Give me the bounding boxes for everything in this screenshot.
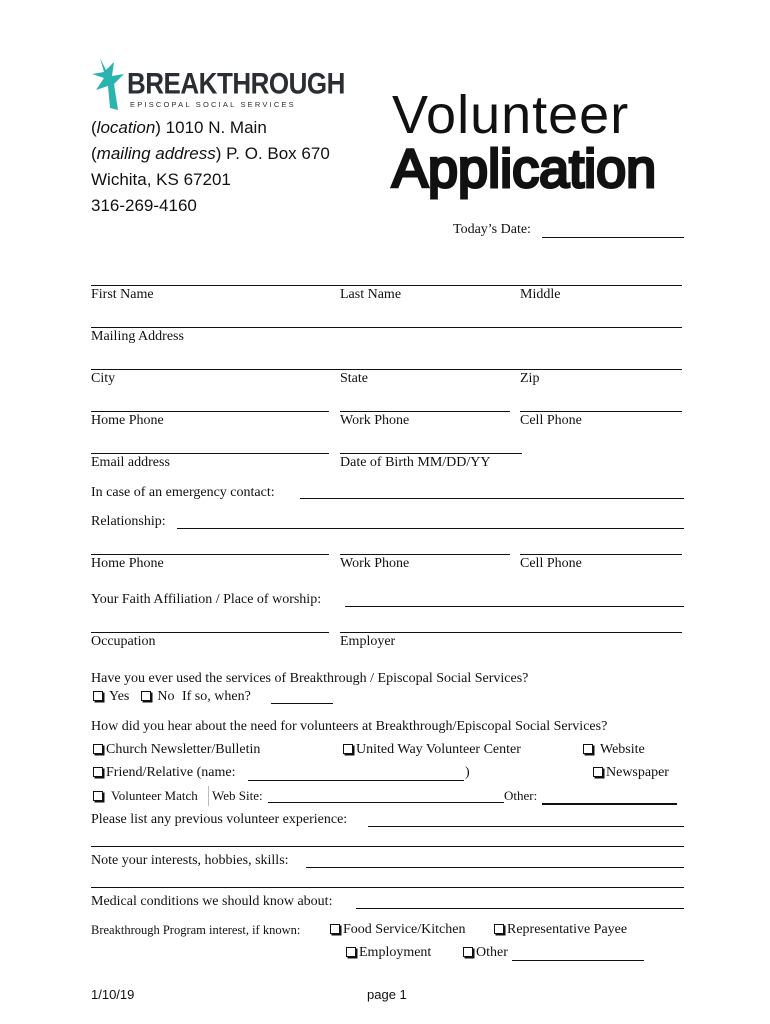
yes-checkbox[interactable]	[93, 691, 103, 701]
zip-label: Zip	[520, 371, 540, 386]
employer-label: Employer	[340, 634, 396, 649]
address-phone: 316-269-4160	[91, 196, 197, 215]
friend-close-paren: )	[465, 765, 470, 780]
faith-label: Your Faith Affiliation / Place of worship:	[91, 592, 322, 607]
no-checkbox[interactable]	[141, 691, 151, 701]
title-volunteer: Volunteer	[392, 85, 630, 145]
mailing-tag: mailing address	[96, 144, 216, 163]
emergency-work-phone-field[interactable]	[340, 554, 510, 555]
interests-field-2[interactable]	[91, 887, 684, 888]
yes-label: Yes	[108, 689, 130, 704]
logo-subtitle: EPISCOPAL SOCIAL SERVICES	[130, 100, 296, 109]
relationship-label: Relationship:	[91, 514, 166, 529]
medical-label: Medical conditions we should know about:	[91, 894, 333, 909]
emergency-work-phone-label: Work Phone	[340, 556, 410, 571]
other-source-field[interactable]	[542, 803, 677, 805]
united-way-option	[343, 742, 521, 758]
church-checkbox[interactable]	[93, 744, 103, 754]
hear-question: How did you hear about the need for volunteers at Breakthrough/Episcopal Social Services?	[91, 719, 608, 734]
address-block	[91, 115, 330, 219]
email-field[interactable]	[91, 453, 329, 454]
emergency-contact-field[interactable]	[300, 498, 684, 499]
friend-checkbox[interactable]	[93, 767, 103, 777]
address-location-line: (location) 1010 N. Main	[91, 118, 267, 137]
dob-label: Date of Birth MM/DD/YY	[340, 455, 491, 470]
united-way-checkbox[interactable]	[343, 744, 353, 754]
occupation-label: Occupation	[91, 634, 156, 649]
medical-field[interactable]	[356, 908, 684, 909]
logo-name: BREAKTHROUGH	[127, 66, 345, 101]
volunteer-match-label: Volunteer Match	[111, 788, 198, 803]
emergency-cell-phone-field[interactable]	[520, 554, 682, 555]
other-program-label: Other	[476, 945, 508, 960]
if-so-label: If so, when?	[181, 689, 251, 704]
faith-field[interactable]	[345, 606, 684, 607]
footer-date: 1/10/19	[91, 987, 135, 1002]
rep-payee-option	[494, 922, 627, 938]
food-service-checkbox[interactable]	[330, 924, 340, 934]
website-label: Website	[600, 742, 645, 757]
occupation-field[interactable]	[91, 632, 329, 633]
employer-field[interactable]	[340, 632, 682, 633]
previous-experience-label: Please list any previous volunteer experience:	[91, 812, 348, 827]
email-label: Email address	[91, 455, 170, 470]
emergency-home-phone-field[interactable]	[91, 554, 329, 555]
interests-field-1[interactable]	[306, 867, 684, 868]
location-tag: location	[96, 118, 156, 137]
employment-option	[346, 945, 431, 961]
dob-field[interactable]	[340, 453, 522, 454]
friend-option	[93, 765, 235, 781]
footer-page: page 1	[367, 987, 407, 1002]
website-option	[583, 742, 645, 758]
employment-checkbox[interactable]	[346, 947, 356, 957]
emergency-cell-phone-label: Cell Phone	[520, 556, 582, 571]
work-phone-label: Work Phone	[340, 413, 410, 428]
church-label: Church Newsletter/Bulletin	[106, 742, 261, 757]
friend-name-field[interactable]	[248, 780, 464, 781]
previous-experience-field-2[interactable]	[91, 846, 684, 847]
address-city: Wichita, KS 67201	[91, 170, 231, 189]
no-label: No	[157, 689, 175, 704]
food-service-label: Food Service/Kitchen	[343, 922, 466, 937]
address-mailing-line: (mailing address) P. O. Box 670	[91, 144, 330, 163]
other-label: Other:	[504, 788, 538, 803]
divider	[208, 786, 209, 806]
other-program-field[interactable]	[512, 960, 644, 961]
used-services-question: Have you ever used the services of Breakthrough / Episcopal Social Services?	[91, 671, 529, 686]
other-program-option	[463, 945, 508, 961]
emergency-contact-label: In case of an emergency contact:	[91, 485, 275, 500]
todays-date-label: Today’s Date:	[453, 222, 531, 237]
used-services-options	[93, 689, 251, 705]
friend-label: Friend/Relative (name:	[106, 765, 236, 780]
first-name-label: First Name	[91, 287, 154, 302]
address-mailing: P. O. Box 670	[226, 144, 330, 163]
website-checkbox[interactable]	[583, 744, 593, 754]
city-label: City	[91, 371, 116, 386]
state-label: State	[340, 371, 368, 386]
home-phone-label: Home Phone	[91, 413, 164, 428]
if-so-when-field[interactable]	[271, 703, 333, 704]
newspaper-label: Newspaper	[606, 765, 669, 780]
relationship-field[interactable]	[177, 528, 684, 529]
title-application: Application	[392, 139, 657, 199]
cell-phone-label: Cell Phone	[520, 413, 582, 428]
newspaper-option	[593, 765, 669, 781]
last-name-label: Last Name	[340, 287, 402, 302]
united-way-label: United Way Volunteer Center	[356, 742, 521, 757]
employment-label: Employment	[359, 945, 432, 960]
web-site-field[interactable]	[268, 802, 504, 803]
web-site-label: Web Site:	[212, 788, 263, 803]
todays-date-field[interactable]	[542, 237, 684, 238]
cell-phone-field[interactable]	[520, 411, 682, 412]
volunteer-match-option	[93, 788, 198, 804]
mailing-address-label: Mailing Address	[91, 329, 184, 344]
newspaper-checkbox[interactable]	[593, 767, 603, 777]
mailing-address-field[interactable]	[91, 327, 682, 328]
city-state-zip-field[interactable]	[91, 369, 682, 370]
rep-payee-checkbox[interactable]	[494, 924, 504, 934]
previous-experience-field-1[interactable]	[368, 826, 684, 827]
rep-payee-label: Representative Payee	[507, 922, 628, 937]
volunteer-match-checkbox[interactable]	[93, 791, 103, 801]
work-phone-field[interactable]	[340, 411, 510, 412]
other-program-checkbox[interactable]	[463, 947, 473, 957]
name-field-line[interactable]	[91, 285, 682, 286]
address-location: 1010 N. Main	[165, 118, 267, 137]
home-phone-field[interactable]	[91, 411, 329, 412]
program-interest-label: Breakthrough Program interest, if known:	[91, 923, 301, 937]
breakthrough-logo-icon	[90, 56, 130, 112]
church-option	[93, 742, 260, 758]
interests-label: Note your interests, hobbies, skills:	[91, 853, 289, 868]
emergency-home-phone-label: Home Phone	[91, 556, 164, 571]
food-service-option	[330, 922, 465, 938]
middle-name-label: Middle	[520, 287, 561, 302]
